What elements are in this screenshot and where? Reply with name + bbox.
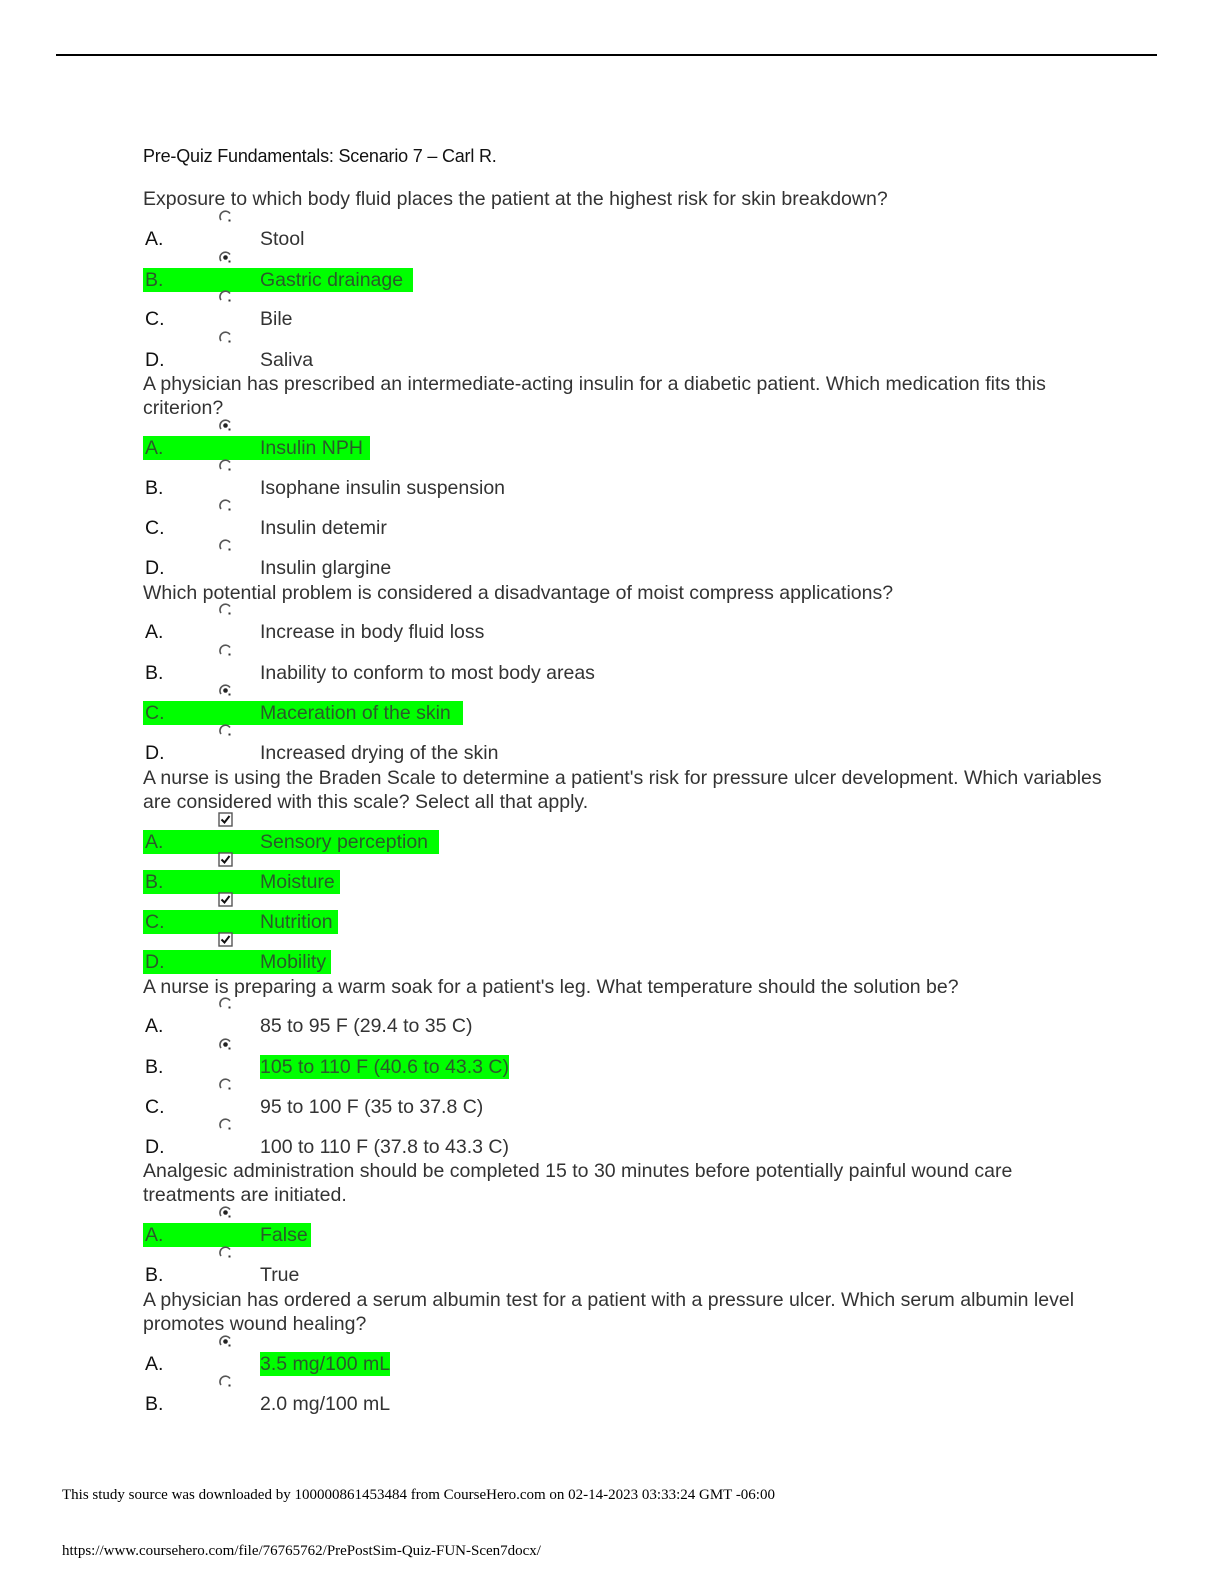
option-text: Gastric drainage xyxy=(260,269,404,291)
radio-button-unselected-icon[interactable] xyxy=(218,538,233,553)
option-text: Stool xyxy=(260,228,305,250)
option-letter: D. xyxy=(145,951,165,973)
option-letter: A. xyxy=(145,1353,164,1375)
option-letter: B. xyxy=(145,477,164,499)
option-letter: B. xyxy=(145,1056,164,1078)
option-letter: C. xyxy=(145,911,165,933)
radio-button-unselected-icon[interactable] xyxy=(218,996,233,1011)
option-text-highlighted: 3.5 mg/100 mL xyxy=(260,1353,391,1375)
radio-button-selected-icon[interactable] xyxy=(218,1205,233,1220)
radio-button-unselected-icon[interactable] xyxy=(218,289,233,304)
option-letter: A. xyxy=(145,437,164,459)
option-text: Increased drying of the skin xyxy=(260,742,499,764)
option-text: 85 to 95 F (29.4 to 35 C) xyxy=(260,1015,473,1037)
option-letter: B. xyxy=(145,871,164,893)
top-rule xyxy=(56,54,1157,56)
radio-button-unselected-icon[interactable] xyxy=(218,1077,233,1092)
option-letter: D. xyxy=(145,742,165,764)
radio-button-selected-icon[interactable] xyxy=(218,418,233,433)
document-title: Pre-Quiz Fundamentals: Scenario 7 – Carl R. xyxy=(143,146,497,166)
option-text: Insulin detemir xyxy=(260,517,387,539)
question-3-text: Which potential problem is considered a disadvantage of moist compress applications? xyxy=(143,582,894,604)
option-text: Sensory perception xyxy=(260,831,429,853)
option-letter: D. xyxy=(145,349,165,371)
checkbox-checked-icon[interactable] xyxy=(218,812,233,827)
option-text: Mobility xyxy=(260,951,327,973)
option-letter: A. xyxy=(145,1224,164,1246)
radio-button-selected-icon[interactable] xyxy=(218,683,233,698)
option-text: Maceration of the skin xyxy=(260,702,451,724)
option-letter: D. xyxy=(145,557,165,579)
option-letter: D. xyxy=(145,1136,165,1158)
option-text: True xyxy=(260,1264,300,1286)
option-letter: B. xyxy=(145,269,164,291)
question-6-text: Analgesic administration should be completed 15 to 30 minutes before potentially painful wound care treatments are initiated. xyxy=(143,1160,1013,1206)
option-text: Moisture xyxy=(260,871,335,893)
option-letter: C. xyxy=(145,308,165,330)
option-text: Bile xyxy=(260,308,293,330)
download-source-note: This study source was downloaded by 100000861453484 from CourseHero.com on 02-14-2023 03:33:24 GMT -06:00 xyxy=(62,1487,775,1503)
checkbox-checked-icon[interactable] xyxy=(218,932,233,947)
radio-button-unselected-icon[interactable] xyxy=(218,643,233,658)
radio-button-unselected-icon[interactable] xyxy=(218,1117,233,1132)
option-text: False xyxy=(260,1224,308,1246)
option-text: 95 to 100 F (35 to 37.8 C) xyxy=(260,1096,484,1118)
option-letter: A. xyxy=(145,228,164,250)
radio-button-unselected-icon[interactable] xyxy=(218,498,233,513)
option-text: 100 to 110 F (37.8 to 43.3 C) xyxy=(260,1136,509,1158)
question-1-text: Exposure to which body fluid places the patient at the highest risk for skin breakdown? xyxy=(143,188,888,210)
radio-button-unselected-icon[interactable] xyxy=(218,458,233,473)
option-letter: A. xyxy=(145,1015,164,1037)
option-text: Increase in body fluid loss xyxy=(260,621,485,643)
option-text: Insulin NPH xyxy=(260,437,363,459)
radio-button-unselected-icon[interactable] xyxy=(218,1374,233,1389)
option-text-highlighted: 105 to 110 F (40.6 to 43.3 C) xyxy=(260,1056,509,1078)
option-text: Isophane insulin suspension xyxy=(260,477,506,499)
option-letter: A. xyxy=(145,621,164,643)
radio-button-unselected-icon[interactable] xyxy=(218,723,233,738)
option-letter: B. xyxy=(145,662,164,684)
radio-button-unselected-icon[interactable] xyxy=(218,602,233,617)
radio-button-selected-icon[interactable] xyxy=(218,1037,233,1052)
option-text: Insulin glargine xyxy=(260,557,392,579)
radio-button-unselected-icon[interactable] xyxy=(218,1245,233,1260)
option-letter: A. xyxy=(145,831,164,853)
option-text: Inability to conform to most body areas xyxy=(260,662,595,684)
checkbox-checked-icon[interactable] xyxy=(218,892,233,907)
option-text: 2.0 mg/100 mL xyxy=(260,1393,391,1415)
source-url[interactable]: https://www.coursehero.com/file/76765762/PrePostSim-Quiz-FUN-Scen7docx/ xyxy=(62,1543,541,1559)
option-letter: B. xyxy=(145,1393,164,1415)
radio-button-unselected-icon[interactable] xyxy=(218,330,233,345)
option-letter: C. xyxy=(145,702,165,724)
question-5-text: A nurse is preparing a warm soak for a patient's leg. What temperature should the solution be? xyxy=(143,976,959,998)
question-7-text: A physician has ordered a serum albumin test for a patient with a pressure ulcer. Which serum albumin level promotes wound healing? xyxy=(143,1289,1075,1335)
option-text: Saliva xyxy=(260,349,314,371)
radio-button-selected-icon[interactable] xyxy=(218,250,233,265)
question-2-text: A physician has prescribed an intermediate-acting insulin for a diabetic patient. Which medication fits this criterion? xyxy=(143,373,1046,419)
option-text: Nutrition xyxy=(260,911,333,933)
radio-button-unselected-icon[interactable] xyxy=(218,209,233,224)
checkbox-checked-icon[interactable] xyxy=(218,852,233,867)
option-letter: B. xyxy=(145,1264,164,1286)
radio-button-selected-icon[interactable] xyxy=(218,1334,233,1349)
option-letter: C. xyxy=(145,1096,165,1118)
question-4-text: A nurse is using the Braden Scale to determine a patient's risk for pressure ulcer development. Which variables are considered with this scale? Select all that apply. xyxy=(143,767,1102,813)
option-letter: C. xyxy=(145,517,165,539)
